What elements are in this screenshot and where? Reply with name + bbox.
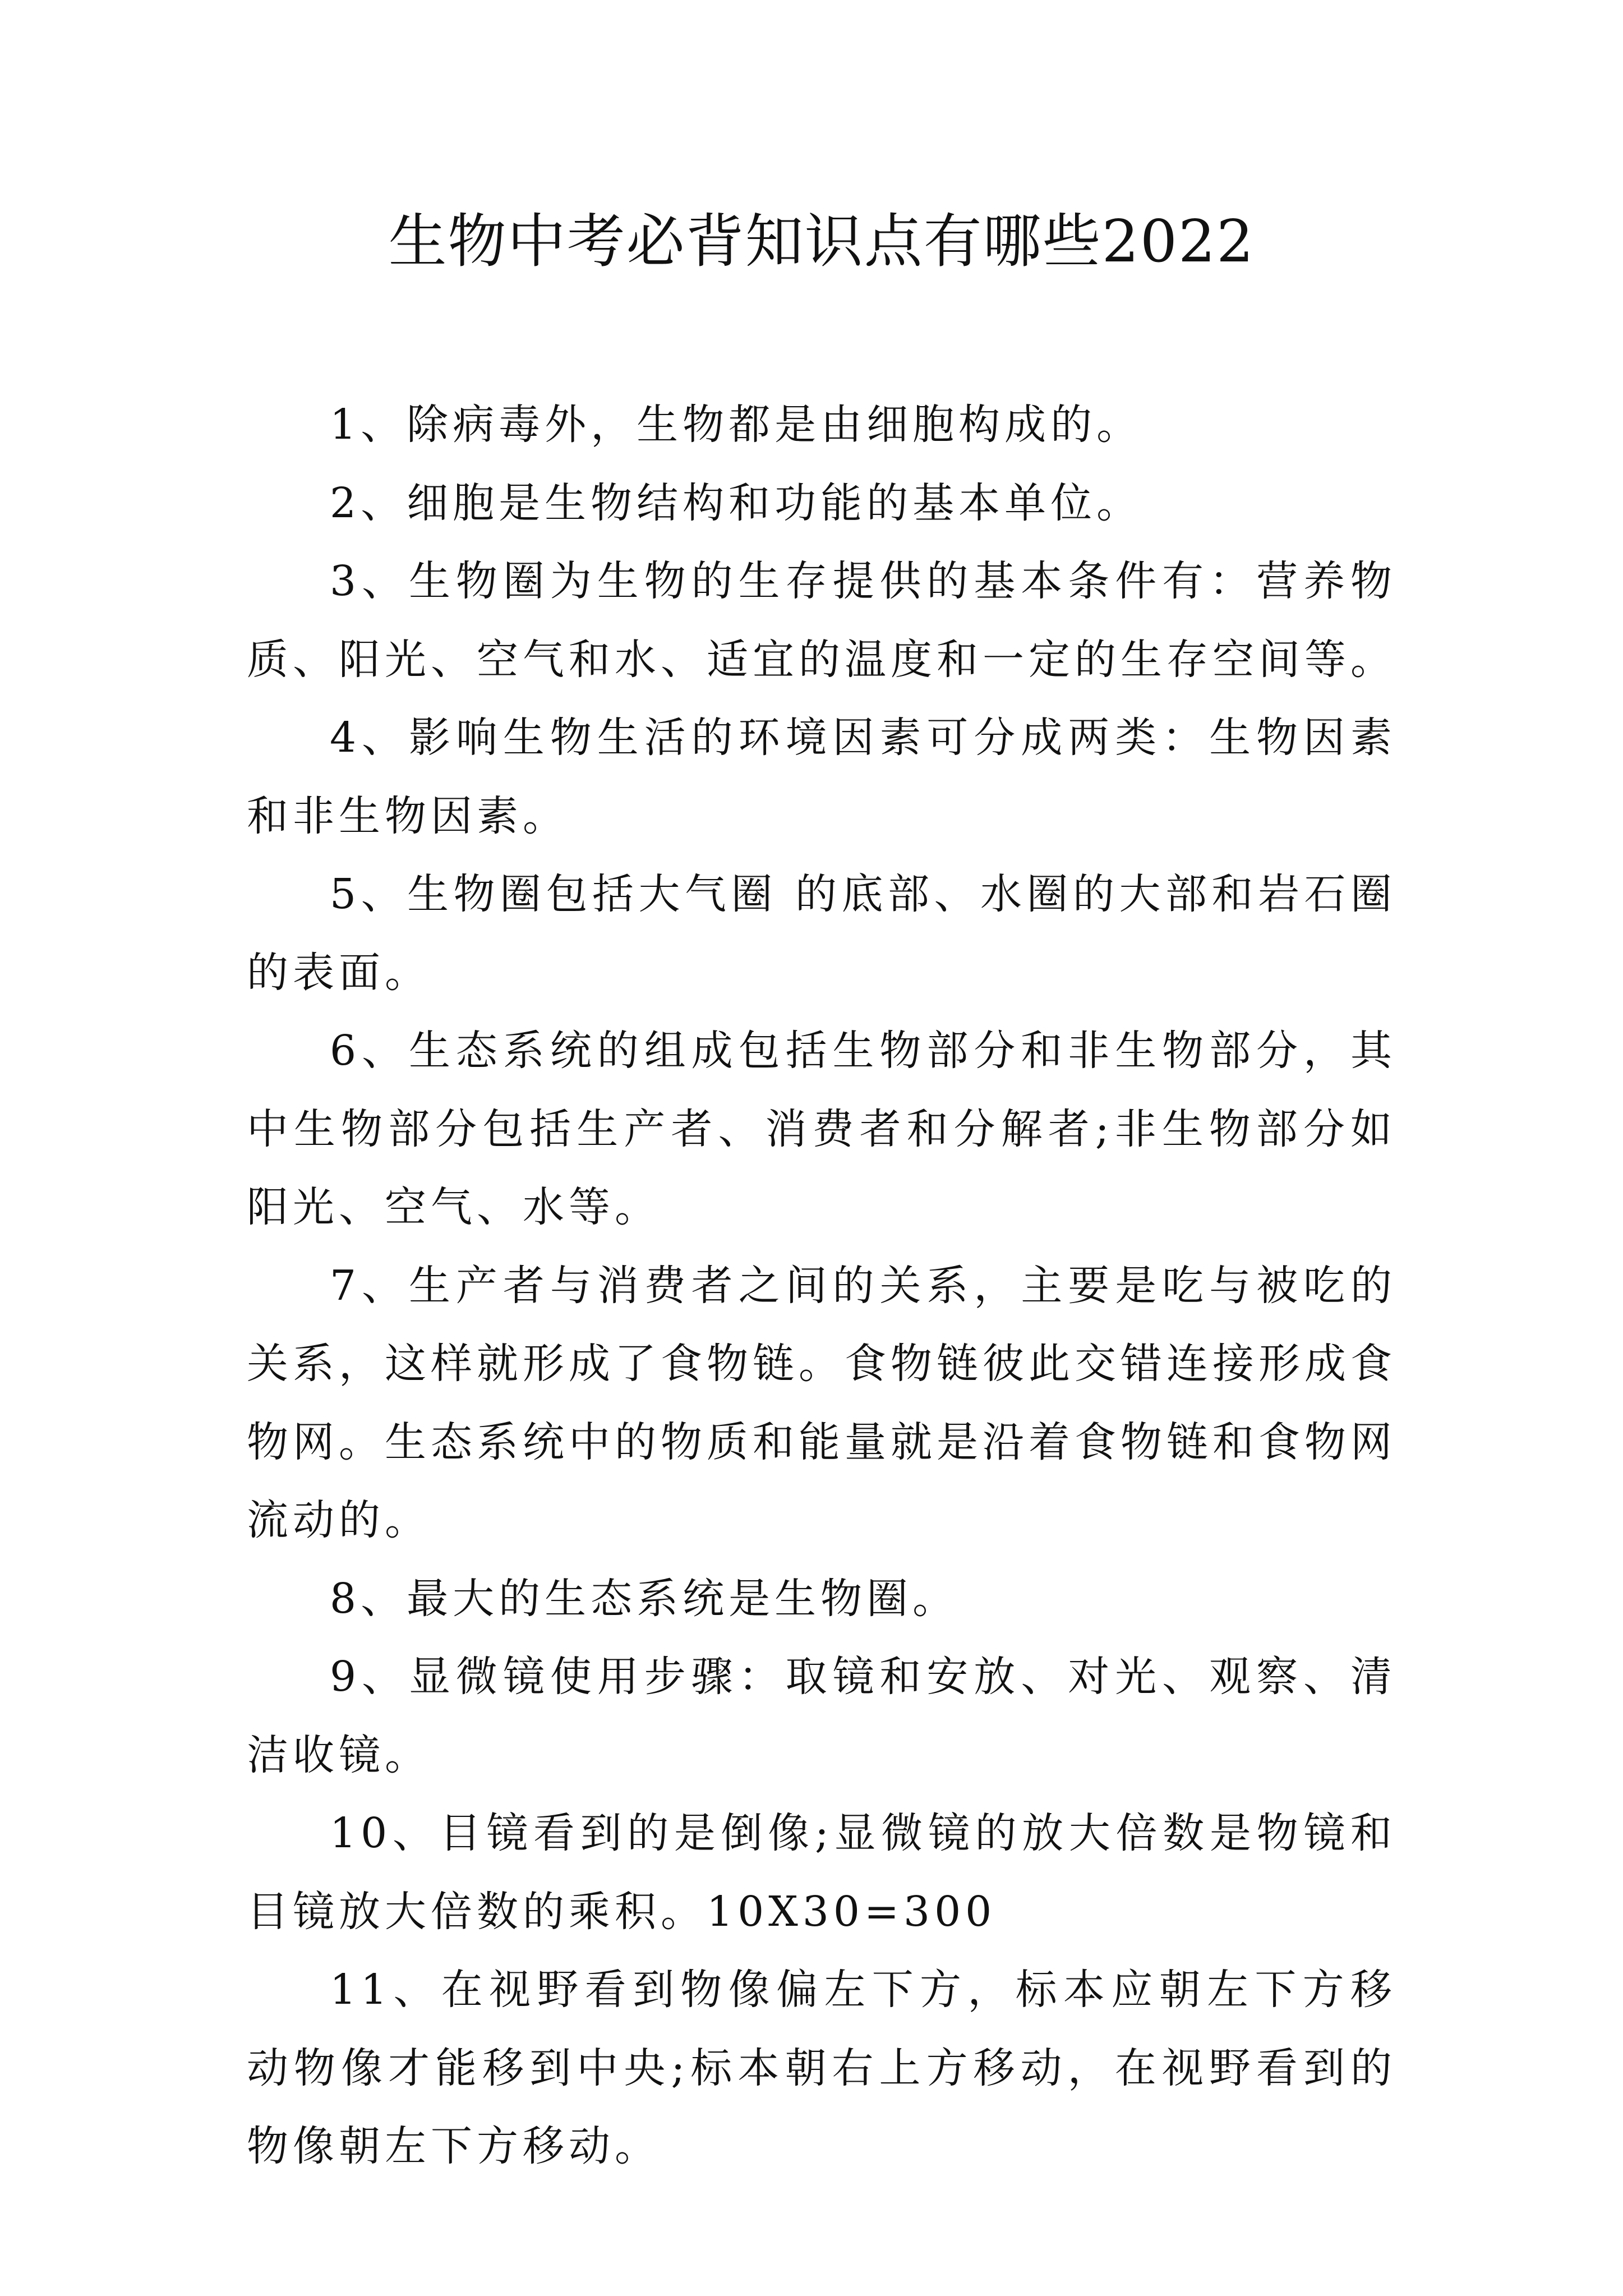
paragraph-5: 5、生物圈包括大气圈 的底部、水圈的大部和岩石圈的表面。 — [247, 870, 1396, 997]
paragraph-3: 3、生物圈为生物的生存提供的基本条件有：营养物质、阳光、空气和水、适宜的温度和一定的生存空间等。 — [247, 557, 1396, 684]
document-page — [247, 0, 1396, 2296]
paragraph-1: 1、除病毒外，生物都是由细胞构成的。 — [330, 401, 1143, 449]
paragraph-9: 9、显微镜使用步骤：取镜和安放、对光、观察、清洁收镜。 — [247, 1653, 1396, 1779]
paragraph-11: 11、在视野看到物像偏左下方，标本应朝左下方移动物像才能移到中央;标本朝右上方移动，在视野看到的物像朝左下方移动。 — [247, 1966, 1396, 2170]
paragraph-2: 2、细胞是生物结构和功能的基本单位。 — [330, 478, 1143, 527]
document-title: 生物中考必背知识点有哪些2022 — [388, 207, 1255, 275]
paragraph-6: 6、生态系统的组成包括生物部分和非生物部分，其中生物部分包括生产者、消费者和分解者;非生物部分如阳光、空气、水等。 — [247, 1027, 1396, 1231]
paragraph-10: 10、目镜看到的是倒像;显微镜的放大倍数是物镜和目镜放大倍数的乘积。10X30=300 — [247, 1809, 1396, 1936]
paragraph-8: 8、最大的生态系统是生物圈。 — [330, 1574, 959, 1623]
paragraph-7: 7、生产者与消费者之间的关系，主要是吃与被吃的关系，这样就形成了食物链。食物链彼此交错连接形成食物网。生态系统中的物质和能量就是沿着食物链和食物网流动的。 — [247, 1261, 1396, 1544]
paragraph-4: 4、影响生物生活的环境因素可分成两类：生物因素和非生物因素。 — [247, 714, 1396, 840]
document-body — [247, 386, 1396, 2186]
